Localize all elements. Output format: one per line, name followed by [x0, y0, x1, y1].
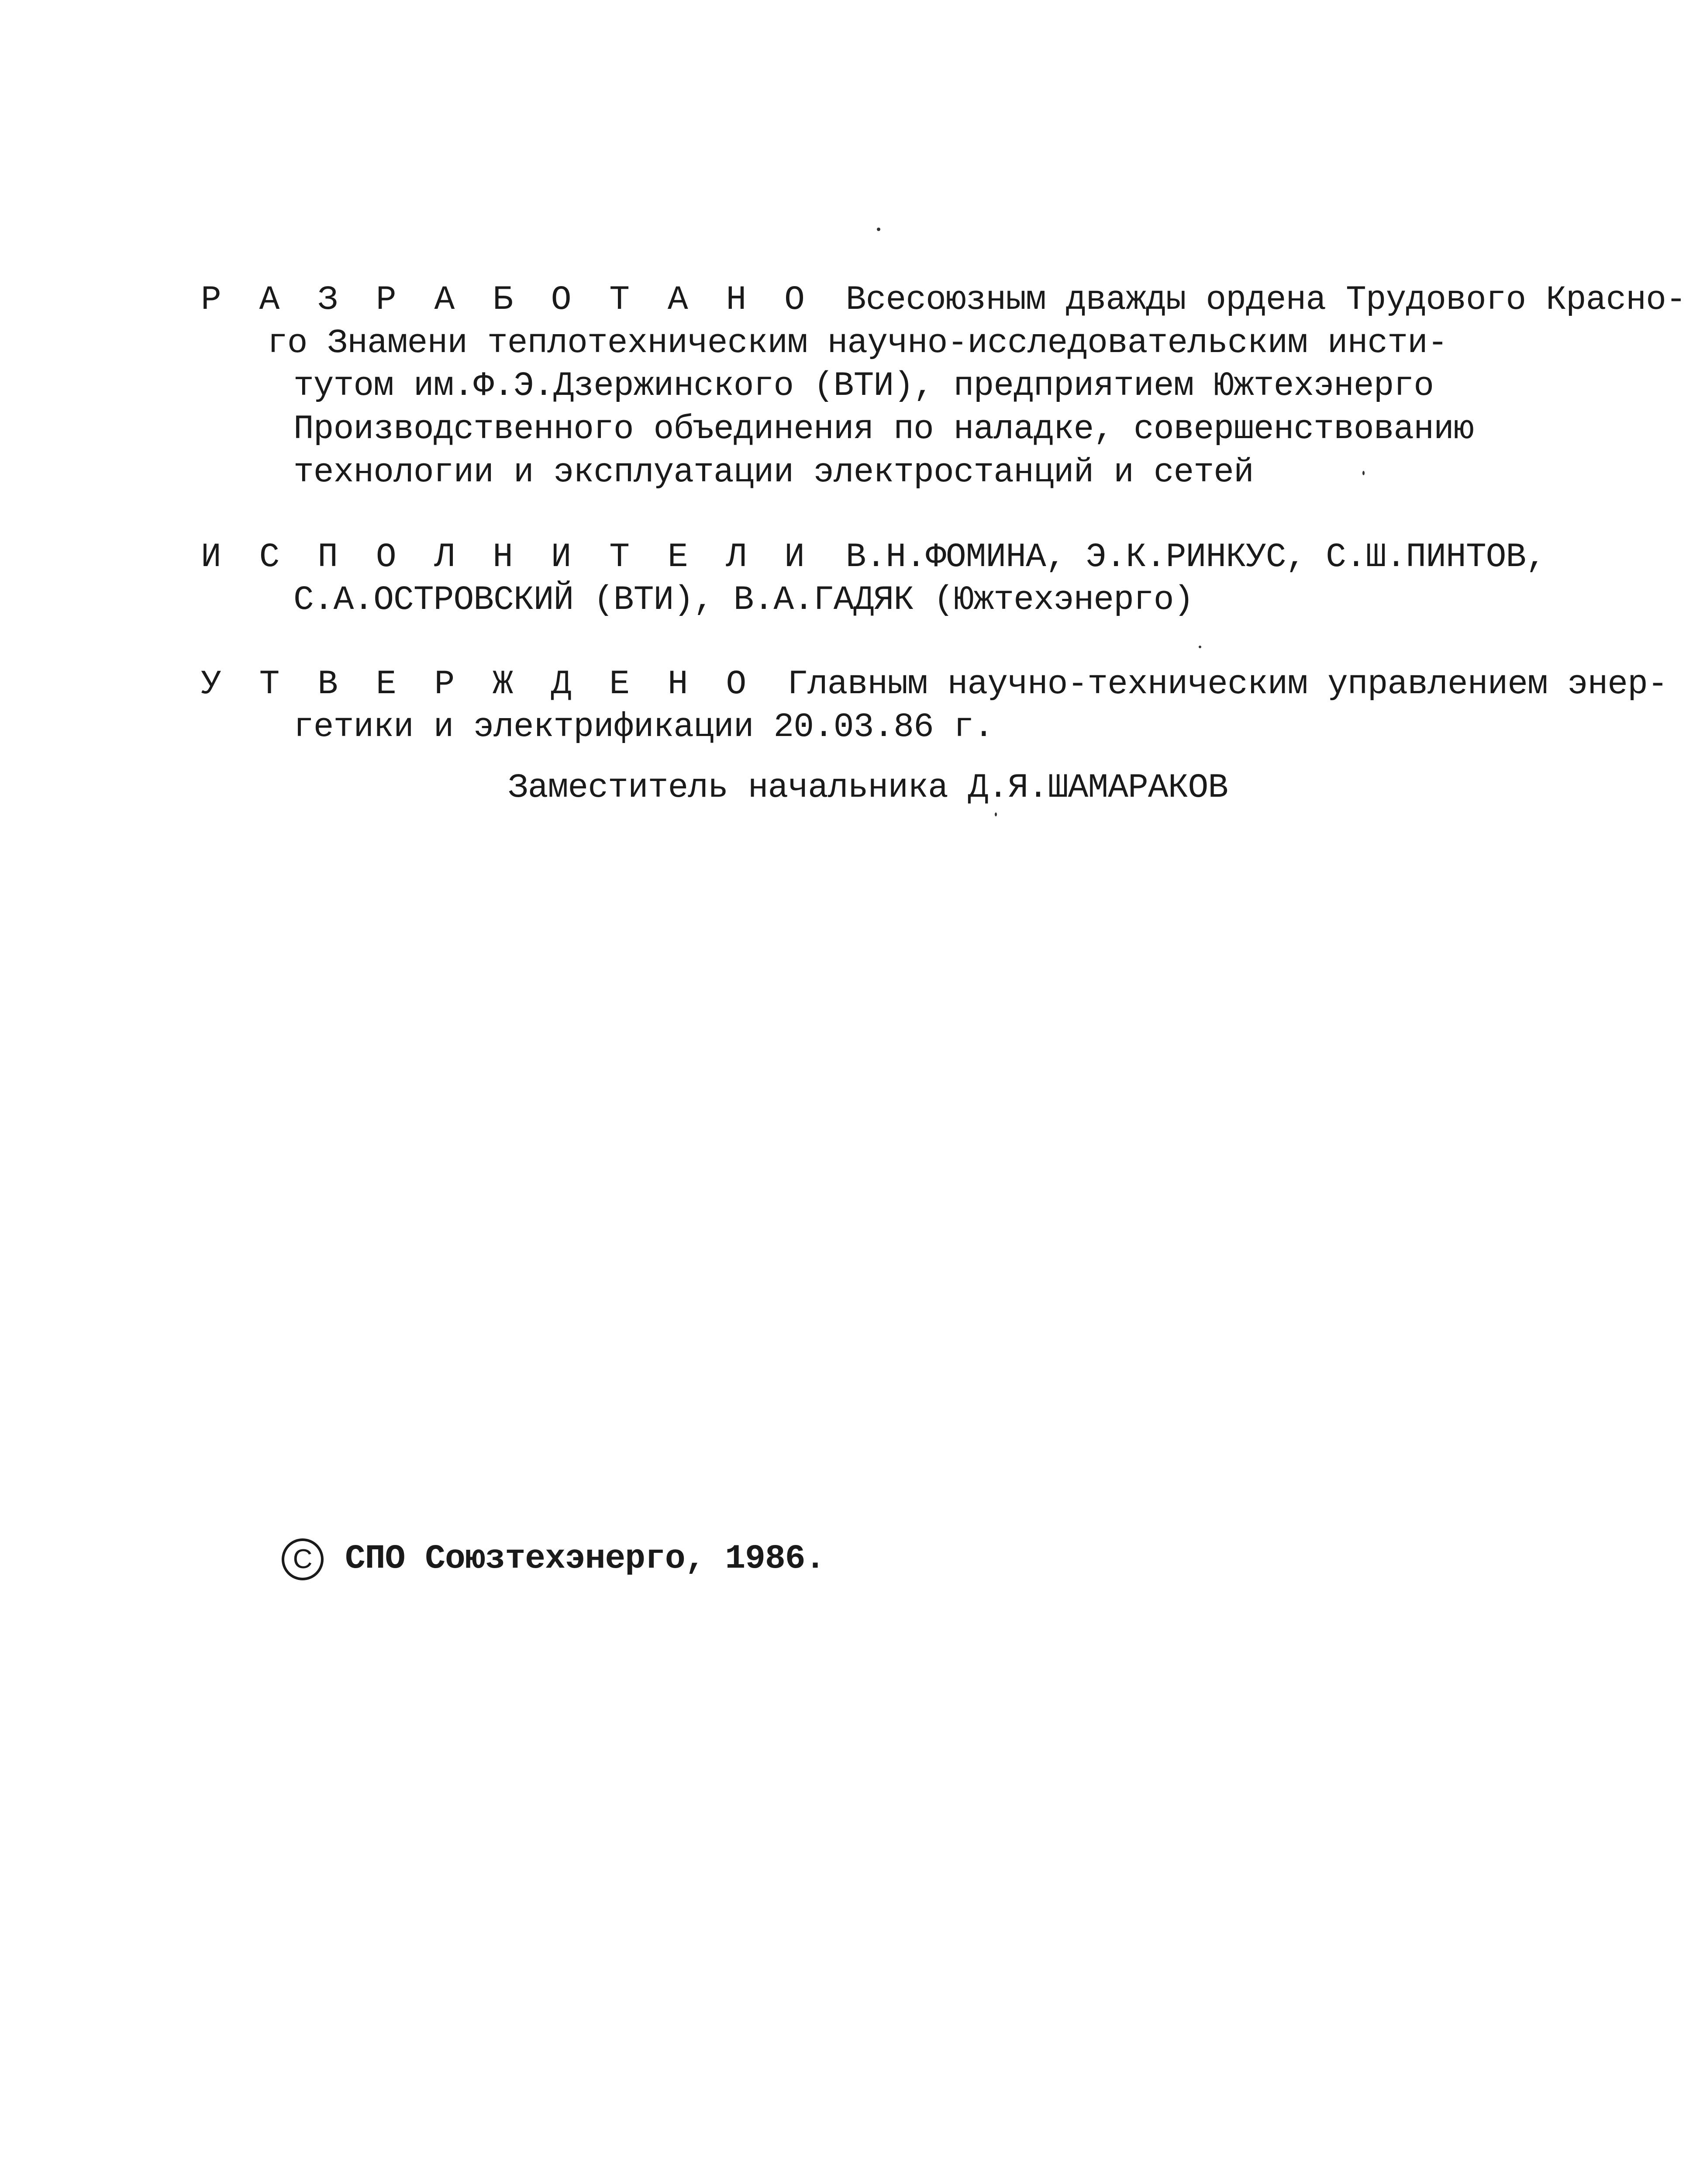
developed-line-5: технологии и эксплуатации электростанций и сетей — [293, 453, 1254, 492]
developed-section — [201, 283, 1686, 317]
performers-section — [201, 538, 1546, 577]
developed-line-3: тутом им.Ф.Э.Дзержинского (ВТИ), предприятием Южтехэнерго — [293, 367, 1434, 405]
performers-line-1: В.Н.ФОМИНА, Э.К.РИНКУС, С.Ш.ПИНТОВ, — [845, 538, 1546, 577]
scan-speck — [995, 812, 997, 816]
copyright-text: СПО Союзтехэнерго, 1986. — [345, 1540, 825, 1578]
approved-line-2: гетики и электрификации 20.03.86 г. — [293, 708, 994, 746]
developed-line-4: Производственного объединения по наладке, совершенствованию — [293, 410, 1474, 449]
scan-speck — [877, 228, 880, 231]
approved-line-1: Главным научно-техническим управлением энер- — [787, 665, 1668, 704]
copyright-symbol: C — [293, 1544, 313, 1574]
copyright-icon — [282, 1538, 324, 1580]
scan-speck — [1199, 646, 1201, 648]
performers-line-2: С.А.ОСТРОВСКИЙ (ВТИ), В.А.ГАДЯК (Южтехэнерго) — [293, 581, 1194, 619]
approved-label: У Т В Е Р Ж Д Е Н О — [201, 665, 755, 704]
developed-label: Р А З Р А Б О Т А Н О — [201, 281, 814, 319]
developed-line-1: Всесоюзным дважды ордена Трудового Красно- — [845, 281, 1686, 319]
approved-section — [201, 667, 1668, 702]
developed-line-2: го Знамени теплотехническим научно-исследовательским инсти- — [267, 324, 1448, 363]
approved-signatory: Заместитель начальника Д.Я.ШАМАРАКОВ — [508, 769, 1228, 807]
performers-label: И С П О Л Н И Т Е Л И — [201, 538, 814, 577]
scan-speck — [1362, 471, 1365, 475]
